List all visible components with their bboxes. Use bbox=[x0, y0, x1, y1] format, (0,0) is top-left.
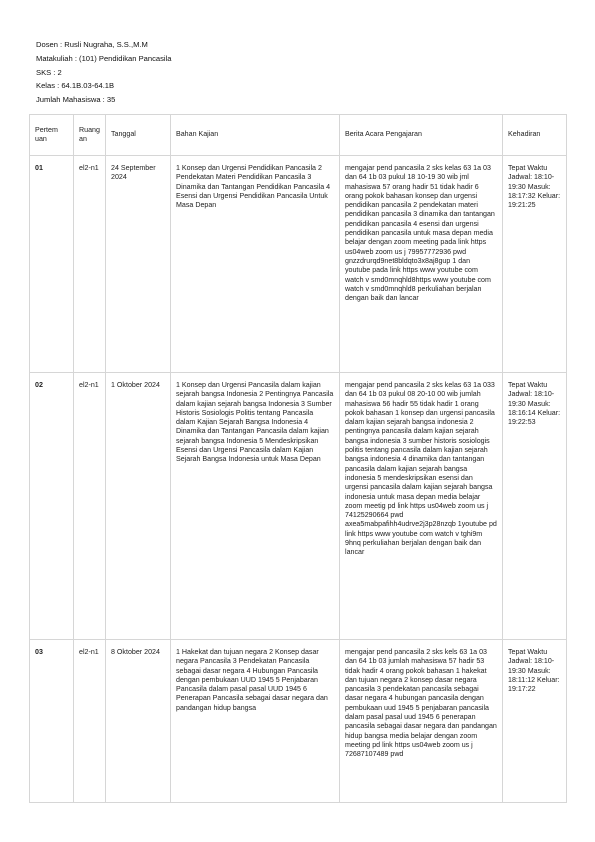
column-header-kehadiran: Kehadiran bbox=[503, 115, 567, 156]
table-header-row bbox=[30, 115, 567, 156]
meeting-number: 03 bbox=[30, 640, 74, 803]
date: 1 Oktober 2024 bbox=[106, 373, 171, 640]
room: el2-n1 bbox=[74, 156, 106, 373]
column-header-berita-acara: Berita Acara Pengajaran bbox=[340, 115, 503, 156]
date: 8 Oktober 2024 bbox=[106, 640, 171, 803]
attendance: Tepat Waktu Jadwal: 18:10-19:30 Masuk: 18:11:12 Keluar: 19:17:22 bbox=[503, 640, 567, 803]
attendance: Tepat Waktu Jadwal: 18:10-19:30 Masuk: 18:17:32 Keluar: 19:21:25 bbox=[503, 156, 567, 373]
teaching-report: mengajar pend pancasila 2 sks kelas 63 1a 03 dan 64 1b 03 pukul 18 10-19 30 wib jml mahasiswa 57 orang hadir 51 tidak hadir 6 orang pokok bahasan konsep dan urgensi pendidikan pancasila 2 pendekatan materi pendidikan pancasila 3 dinamika dan tantangan pendidikan pancasila 4 esensi dan urgensi pendidikan pancasila untuk masa depan media belajar dengan zoom meeting pada link https us04web zoom us j 79957772936 pwd gnzzdrurqd9net8bldqto3x8aj8gup 1 dan youtube pada link https www youtube com watch v smd0mnqhld8https www youtube com watch v smd0mnqhld8 perkuliahan berjalan dengan baik dan lancar bbox=[340, 156, 503, 373]
table-row bbox=[30, 373, 567, 640]
course-info bbox=[36, 38, 172, 107]
course-line: Matakuliah : (101) Pendidikan Pancasila bbox=[36, 53, 172, 63]
column-header-bahan-kajian: Bahan Kajian bbox=[171, 115, 340, 156]
column-header-pertemuan: Pertem uan bbox=[30, 115, 74, 156]
lecturer-line: Dosen : Rusli Nugraha, S.S.,M.M bbox=[36, 40, 148, 49]
class-line: Kelas : 64.1B.03-64.1B bbox=[36, 81, 115, 91]
study-material: 1 Konsep dan Urgensi Pendidikan Pancasila 2 Pendekatan Materi Pendidikan Pancasila 3 Dinamika dan Tantangan Pendidikan Pancasila 4 Esensi dan Urgensi Pendidikan Pancasila Untuk Masa Depan bbox=[171, 156, 340, 373]
student-count-line: Jumlah Mahasiswa : 35 bbox=[36, 95, 116, 105]
study-material: 1 Konsep dan Urgensi Pancasila dalam kajian sejarah bangsa Indonesia 2 Pentingnya Pancasila dalam kajian sejarah bangsa Indonesia 3 Sumber Historis Sosiologis Politis tentang Pancasila dalam Kajian Sejarah Bangsa Indonesia 4 Dinamika dan Tantangan Pancasila dalam kajian sejarah bangsa Indonesia 5 Mendeskripsikan Esensi dan Urgensi Pancasila dalam Kajian Sejarah Bangsa Indonesia untuk Masa Depan bbox=[171, 373, 340, 640]
table-row bbox=[30, 156, 567, 373]
date: 24 September 2024 bbox=[106, 156, 171, 373]
study-material: 1 Hakekat dan tujuan negara 2 Konsep dasar negara Pancasila 3 Pendekatan Pancasila sebagai dasar negara 4 Hubungan Pancasila dengan pembukaan UUD 1945 5 Penjabaran Pancasila dalam pasal pasal UUD 1945 6 Penerapan Pancasila sebagai dasar negara dan pandangan hidup bangsa bbox=[171, 640, 340, 803]
attendance: Tepat Waktu Jadwal: 18:10-19:30 Masuk: 18:16:14 Keluar: 19:22:53 bbox=[503, 373, 567, 640]
table-row bbox=[30, 640, 567, 803]
room: el2-n1 bbox=[74, 373, 106, 640]
teaching-report: mengajar pend pancasila 2 sks kelas 63 1a 033 dan 64 1b 03 pukul 08 20-10 00 wib jumlah mahasiswa 56 hadir 55 tidak hadir 1 orang pokok bahasan 1 konsep dan urgensi pancasila dalam kajian sejarah bangsa indonesia 2 pentingnya pancasila dalam kajian sejarah bangsa indonesia 3 sumber historis sosiologis politis tentang pancasila dalam kajian sejarah bangsa indonesia 4 dinamika dan tantangan pancasila dalam kajian sejarah bangsa indonesia 5 mendeskripsikan esensi dan urgensi pancasila dalam kajian sejarah bangsa indonesia untuk masa depan media belajar zoom meetig pd link https us04web zoom us j 74125290664 pwd axea5mabpafihh4udrve2j3p28nzqb 1youtube pd link https www youtube com watch v tghi9m 9hnq perkuliahan berjalan dengan baik dan lancar bbox=[340, 373, 503, 640]
teaching-report: mengajar pend pancasila 2 sks kels 63 1a 03 dan 64 1b 03 jumlah mahasiswa 57 hadir 53 tidak hadir 4 orang pokok bahasan 1 hakekat dan tujuan negara 2 konsep dasar negara pancasila 3 pendekatan pancasila sebagai dasar negara 4 hubungan pancasila dengan pembukaan uud 1945 5 penjabaran pancasila dalam pasal pasal uud 1945 6 penerapan pancasila sebagai dasar negara dan pandangan hidup bangsa media belajar dengan zoom meeting pd link https us04web zoom us j 72687107489 pwd bbox=[340, 640, 503, 803]
credits-line: SKS : 2 bbox=[36, 67, 62, 77]
column-header-ruangan: Ruang an bbox=[74, 115, 106, 156]
teaching-log-table bbox=[29, 114, 567, 803]
meeting-number: 01 bbox=[30, 156, 74, 373]
column-header-tanggal: Tanggal bbox=[106, 115, 171, 156]
room: el2-n1 bbox=[74, 640, 106, 803]
meeting-number: 02 bbox=[30, 373, 74, 640]
